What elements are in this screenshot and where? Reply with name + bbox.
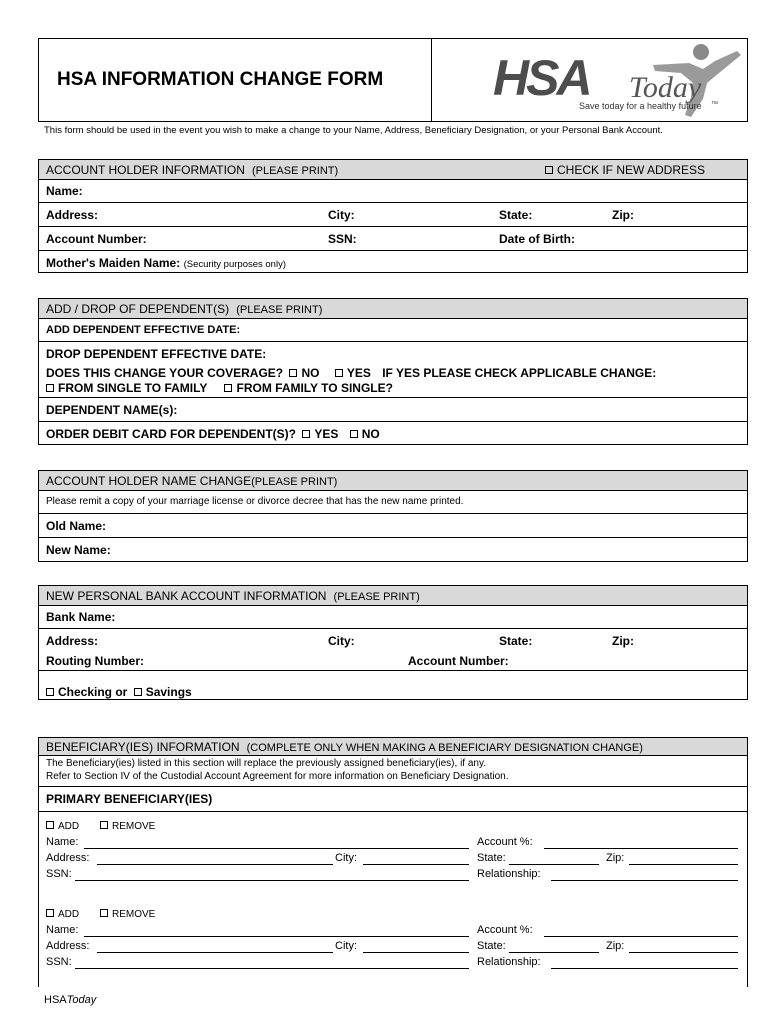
section-header <box>39 586 747 606</box>
beneficiary-2-relationship-label: Relationship: <box>477 956 541 968</box>
divider <box>39 670 747 671</box>
beneficiary-2-ssn-label: SSN: <box>46 956 72 968</box>
beneficiary-2-pct-field[interactable] <box>544 936 738 937</box>
family-to-single-label: FROM FAMILY TO SINGLE? <box>236 381 393 395</box>
divider <box>39 537 747 538</box>
coverage-no-label: NO <box>301 366 320 380</box>
logo-tm: ™ <box>711 101 718 108</box>
beneficiary-2-zip-label: Zip: <box>606 940 625 952</box>
check-new-address[interactable] <box>545 160 705 180</box>
debit-no-label: NO <box>361 427 380 441</box>
section-title-note: (PLEASE PRINT) <box>251 165 339 177</box>
remove-label: REMOVE <box>112 909 156 920</box>
checking-label: Checking or <box>58 685 128 699</box>
logo-tagline: Save today for a healthy future <box>579 101 702 111</box>
beneficiary-1-name-field[interactable] <box>84 848 469 849</box>
beneficiary-1-zip-field[interactable] <box>629 864 738 865</box>
checking-checkbox[interactable] <box>46 688 54 696</box>
divider <box>39 786 747 787</box>
single-to-family-checkbox[interactable] <box>46 384 54 392</box>
beneficiary-2-name-label: Name: <box>46 924 79 936</box>
city-label: City: <box>328 208 355 222</box>
savings-checkbox[interactable] <box>134 688 142 696</box>
beneficiary-section <box>38 737 748 987</box>
maiden-name-note: (Security purposes only) <box>183 259 286 270</box>
beneficiary-1-ssn-field[interactable] <box>75 880 469 881</box>
check-new-address-label: CHECK IF NEW ADDRESS <box>557 163 706 177</box>
section-title-note: (PLEASE PRINT) <box>251 476 338 488</box>
routing-number-label: Routing Number: <box>46 654 144 668</box>
section-title: NEW PERSONAL BANK ACCOUNT INFORMATION <box>46 589 327 603</box>
divider <box>39 226 747 227</box>
add-label: ADD <box>58 909 80 920</box>
beneficiary-1-relationship-field[interactable] <box>551 880 738 881</box>
beneficiary-2-state-label: State: <box>477 940 506 952</box>
ssn-label: SSN: <box>328 232 357 246</box>
divider <box>39 513 747 514</box>
single-to-family-label: FROM SINGLE TO FAMILY <box>58 381 208 395</box>
beneficiary-2-ssn-field[interactable] <box>75 968 469 969</box>
bank-address-label: Address: <box>46 634 99 648</box>
beneficiary-1-ssn-label: SSN: <box>46 868 72 880</box>
intro-text: This form should be used in the event you wish to make a change to your Name, Address, Beneficiary Designation, or your Personal Bank Account. <box>44 125 663 136</box>
new-name-label: New Name: <box>46 543 111 557</box>
family-to-single-checkbox[interactable] <box>224 384 232 392</box>
coverage-change-options <box>46 381 393 395</box>
address-label: Address: <box>46 208 99 222</box>
account-type-options <box>46 685 192 699</box>
account-number-label: Account Number: <box>46 232 147 246</box>
savings-label: Savings <box>145 685 192 699</box>
divider <box>39 628 747 629</box>
section-header <box>39 738 747 756</box>
beneficiary-note-2: Refer to Section IV of the Custodial Account Agreement for more information on Beneficiary Designation. <box>46 771 509 782</box>
section-title: ACCOUNT HOLDER INFORMATION <box>46 163 245 177</box>
beneficiary-1-add[interactable] <box>46 821 79 832</box>
logo-today: Today <box>629 71 702 104</box>
old-name-label: Old Name: <box>46 519 107 533</box>
beneficiary-2-add[interactable] <box>46 909 79 920</box>
divider <box>39 421 747 422</box>
add-label: ADD <box>58 821 80 832</box>
divider <box>39 202 747 203</box>
beneficiary-1-state-field[interactable] <box>509 864 599 865</box>
coverage-question <box>46 366 656 380</box>
if-yes-label: IF YES PLEASE CHECK APPLICABLE CHANGE: <box>382 366 657 380</box>
beneficiary-note-1: The Beneficiary(ies) listed in this section will replace the previously assigned beneficiary(ies), if any. <box>46 758 487 769</box>
footer-brand-today: Today <box>66 994 97 1006</box>
coverage-yes-checkbox[interactable] <box>335 369 343 377</box>
section-title: ACCOUNT HOLDER NAME CHANGE <box>46 474 252 488</box>
remove-label: REMOVE <box>112 821 156 832</box>
section-header <box>39 299 747 319</box>
beneficiary-2-address-label: Address: <box>46 940 90 952</box>
beneficiary-1-zip-label: Zip: <box>606 852 625 864</box>
add-checkbox[interactable] <box>46 821 54 829</box>
coverage-no-checkbox[interactable] <box>289 369 297 377</box>
debit-yes-label: YES <box>314 427 339 441</box>
bank-city-label: City: <box>328 634 355 648</box>
beneficiary-1-address-field[interactable] <box>97 864 333 865</box>
beneficiary-1-pct-label: Account %: <box>477 836 533 848</box>
coverage-question-text: DOES THIS CHANGE YOUR COVERAGE? <box>46 366 284 380</box>
section-title: ADD / DROP OF DEPENDENT(S) <box>46 302 230 316</box>
logo-brand: HSA <box>493 50 590 106</box>
debit-card-question <box>46 427 380 441</box>
divider <box>39 250 747 251</box>
footer-brand <box>44 994 96 1006</box>
hsa-today-logo <box>493 43 747 119</box>
beneficiary-1-city-label: City: <box>335 852 357 864</box>
beneficiary-1-relationship-label: Relationship: <box>477 868 541 880</box>
section-title-note: (COMPLETE ONLY WHEN MAKING A BENEFICIARY DESIGNATION CHANGE) <box>246 742 643 754</box>
divider <box>39 397 747 398</box>
remove-checkbox[interactable] <box>100 821 108 829</box>
section-header <box>39 160 747 180</box>
debit-yes-checkbox[interactable] <box>302 430 310 438</box>
beneficiary-1-address-label: Address: <box>46 852 90 864</box>
beneficiary-2-zip-field[interactable] <box>629 952 738 953</box>
zip-label: Zip: <box>612 208 634 222</box>
title-divider <box>431 39 432 121</box>
dependents-section <box>38 298 748 445</box>
section-title-note: (PLEASE PRINT) <box>236 304 323 316</box>
debit-no-checkbox[interactable] <box>350 430 358 438</box>
beneficiary-1-city-field[interactable] <box>363 864 469 865</box>
beneficiary-2-city-field[interactable] <box>363 952 469 953</box>
beneficiary-1-name-label: Name: <box>46 836 79 848</box>
maiden-name-text: Mother's Maiden Name: <box>46 256 181 270</box>
state-label: State: <box>499 208 533 222</box>
dob-label: Date of Birth: <box>499 232 575 246</box>
beneficiary-1-state-label: State: <box>477 852 506 864</box>
page-title: HSA INFORMATION CHANGE FORM <box>57 69 384 90</box>
beneficiary-1-pct-field[interactable] <box>544 848 738 849</box>
beneficiary-2-pct-label: Account %: <box>477 924 533 936</box>
beneficiary-2-state-field[interactable] <box>509 952 599 953</box>
account-holder-section <box>38 159 748 273</box>
beneficiary-2-city-label: City: <box>335 940 357 952</box>
title-box <box>38 38 748 122</box>
bank-zip-label: Zip: <box>612 634 634 648</box>
section-title-note: (PLEASE PRINT) <box>333 591 420 603</box>
remove-checkbox[interactable] <box>100 909 108 917</box>
divider <box>39 811 747 812</box>
beneficiary-2-name-field[interactable] <box>84 936 469 937</box>
maiden-name-label <box>46 256 286 270</box>
beneficiary-2-relationship-field[interactable] <box>551 968 738 969</box>
primary-beneficiary-label: PRIMARY BENEFICIARY(IES) <box>46 792 213 806</box>
divider <box>39 341 747 342</box>
section-header <box>39 471 747 491</box>
beneficiary-2-remove[interactable] <box>100 909 155 920</box>
debit-card-question-text: ORDER DEBIT CARD FOR DEPENDENT(S)? <box>46 427 297 441</box>
drop-date-label: DROP DEPENDENT EFFECTIVE DATE: <box>46 347 267 361</box>
footer-brand-hsa: HSA <box>44 994 67 1006</box>
checkbox[interactable] <box>545 166 553 174</box>
beneficiary-1-remove[interactable] <box>100 821 155 832</box>
bank-section <box>38 585 748 700</box>
beneficiary-2-address-field[interactable] <box>97 952 333 953</box>
bank-name-label: Bank Name: <box>46 610 116 624</box>
bank-state-label: State: <box>499 634 533 648</box>
name-label: Name: <box>46 184 83 198</box>
dependent-names-label: DEPENDENT NAME(s): <box>46 403 178 417</box>
add-checkbox[interactable] <box>46 909 54 917</box>
section-title: BENEFICIARY(IES) INFORMATION <box>46 740 240 754</box>
name-change-note: Please remit a copy of your marriage license or divorce decree that has the new name printed. <box>46 496 464 507</box>
name-change-section <box>38 470 748 562</box>
bank-account-number-label: Account Number: <box>408 654 509 668</box>
add-date-label: ADD DEPENDENT EFFECTIVE DATE: <box>46 324 241 336</box>
coverage-yes-label: YES <box>346 366 371 380</box>
